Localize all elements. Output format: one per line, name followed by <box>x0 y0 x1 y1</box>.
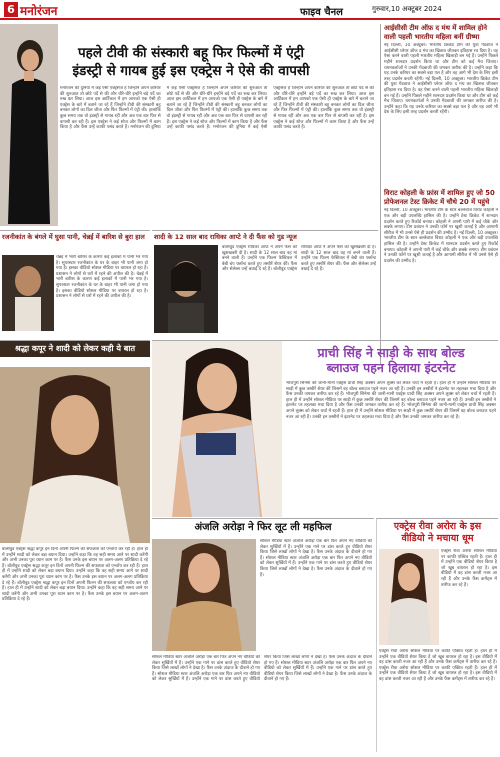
page-header <box>0 0 500 20</box>
anjali-headline: अंजलि अरोड़ा ने फिर लूट ली महफिल <box>194 522 332 533</box>
lead-headline-line1: पहले टीवी की संस्कारी बहू फिर फिल्मों में एंट्री <box>78 45 304 61</box>
rajni-photo <box>2 255 54 331</box>
person-illustration <box>2 255 54 331</box>
riva-story <box>376 518 498 752</box>
rajni-body: चेन्नई में भारी बारिश के कारण कई इलाकों में पानी भर गया है। सुपरस्टार रजनीकांत के घर के बाहर भी पानी जमा हो गया है। इसका वीडियो सोशल मीडिया पर वायरल हो रहा है। प्रशासन ने लोगों से घरों में रहने की अपील की है। चेन्नई में भारी बारिश के कारण कई इलाकों में पानी भर गया है। सुपरस्टार रजनीकांत के घर के बाहर भी पानी जमा हो गया है। इसका वीडियो सोशल मीडिया पर वायरल हो रहा है। प्रशासन ने लोगों से घरों में रहने की अपील की है। <box>56 255 148 300</box>
lead-photo <box>0 24 58 226</box>
shraddha-photo <box>0 367 150 543</box>
prachi-headline <box>286 345 496 375</box>
actress-figure <box>0 24 58 226</box>
riva-headline-line1: एक्ट्रेस रीवा अरोरा के इस <box>393 521 482 532</box>
right-story1-body: नई दिल्ली, 10 अक्टूबर। भारतीय क्रिकेट टीम की युवा गेंदबाज ने आईसीसी प्लेयर ऑफ द मंथ का खिताब जीतकर इतिहास रच दिया है। वह ऐसा करने वाली पहली भारतीय महिला खिलाड़ी बन गई हैं। उन्होंने पिछले महीने शानदार प्रदर्शन किया था और टीम को कई मैच जिताए। चयनकर्ताओं ने उनकी गेंदबाजी की जमकर तारीफ की है। उन्होंने कहा कि यह उनके करियर का सबसे बड़ा पल है और वह आगे भी देश के लिए इसी तरह प्रदर्शन करती रहेंगी। नई दिल्ली, 10 अक्टूबर। भारतीय क्रिकेट टीम की युवा गेंदबाज ने आईसीसी प्लेयर ऑफ द मंथ का खिताब जीतकर इतिहास रच दिया है। वह ऐसा करने वाली पहली भारतीय महिला खिलाड़ी बन गई हैं। उन्होंने पिछले महीने शानदार प्रदर्शन किया था और टीम को कई मैच जिताए। चयनकर्ताओं ने उनकी गेंदबाजी की जमकर तारीफ की है। उन्होंने कहा कि यह उनके करियर का सबसे बड़ा पल है और वह आगे भी देश के लिए इसी तरह प्रदर्शन करती रहेंगी। <box>384 43 498 116</box>
lead-headline <box>56 44 326 80</box>
riva-photo <box>379 549 439 645</box>
rajni-story <box>0 230 150 336</box>
lead-headline-line2: इंडस्ट्री से गायब हुई इस एक्ट्रेस ने ऐसे की वापसी <box>72 63 310 79</box>
right-story1-headline: आईसीसी टीम ऑफ़ द मंथ में शामिल होने वाली पहली भारतीय महिला बनीं ग्रीष्मा <box>384 24 488 41</box>
right-story2-body: नई दिल्ली, 10 अक्टूबर। भारतीय टीम के स्टार बल्लेबाज विराट कोहली ने एक और बड़ी उपलब्धि हासिल की है। उन्होंने टेस्ट क्रिकेट में शानदार प्रदर्शन करते हुए रिकॉर्ड बनाया। कोहली ने अपनी पारी में कई चौके और छक्के लगाए। टीम प्रबंधन ने उनकी फॉर्म पर खुशी जताई है और आगामी सीरीज में भी उनसे ऐसे ही प्रदर्शन की उम्मीद है। नई दिल्ली, 10 अक्टूबर। भारतीय टीम के स्टार बल्लेबाज विराट कोहली ने एक और बड़ी उपलब्धि हासिल की है। उन्होंने टेस्ट क्रिकेट में शानदार प्रदर्शन करते हुए रिकॉर्ड बनाया। कोहली ने अपनी पारी में कई चौके और छक्के लगाए। टीम प्रबंधन ने उनकी फॉर्म पर खुशी जताई है और आगामी सीरीज में भी उनसे ऐसे ही प्रदर्शन की उम्मीद है। <box>384 208 498 264</box>
radhika-headline: शादी के 12 साल बाद राधिका आप्टे ने दी फैंस को गुड न्यूज <box>154 233 297 241</box>
riva-headline <box>377 519 498 547</box>
prachi-headline-line1: प्राची सिंह ने साड़ी के साथ बोल्ड <box>317 345 465 360</box>
riva-headline-line2: वीडियो ने मचाया धूम <box>401 533 474 544</box>
right-story2-headline: विराट कोहली के फ्रांस में शामिल हुए जो 50 प्रोफेशनल टेस्ट क्रिकेट में चौथे 20 में पहुंचे <box>384 189 495 206</box>
person-illustration <box>379 549 439 645</box>
shraddha-headline: श्रद्धा कपूर ने शादी को लेकर कही ये बात <box>0 341 150 357</box>
shraddha-story <box>0 340 150 750</box>
radhika-photo <box>154 245 218 333</box>
person-illustration <box>0 367 150 543</box>
page-number: 6 <box>4 2 18 17</box>
person-illustration <box>152 341 282 517</box>
prachi-headline-line2: ब्लाउज पहन हिलाया इंटरनेट <box>326 360 456 375</box>
lead-body: मनोरंजन की दुनिया में कई ऐसी एक्ट्रेसेज हैं जिन्होंने अपने करियर की शुरुआत तो छोटे पर्दे से की और धीरे-धीरे इन्होंने बड़े पर्दे का रुख कर लिया। आज इस आर्टिकल में हम आपको एक ऐसी ही एक्ट्रेस के बारे में बताने जा रहे हैं जिन्होंने टीवी की संस्कारी बहू बनकर लोगों का दिल जीता और फिर फिल्मों में एंट्री की। हालांकि कुछ समय तक वो इंडस्ट्री से गायब रहीं और अब एक बार फिर से वापसी कर रही हैं। इस एक्ट्रेस ने कई शोज और फिल्मों में काम किया है और फैंस उन्हें काफी पसंद करते हैं। मनोरंजन की दुनिया में कई ऐसी एक्ट्रेसेज हैं जिन्होंने अपने करियर की शुरुआत तो छोटे पर्दे से की और धीरे-धीरे इन्होंने बड़े पर्दे का रुख कर लिया। आज इस आर्टिकल में हम आपको एक ऐसी ही एक्ट्रेस के बारे में बताने जा रहे हैं जिन्होंने टीवी की संस्कारी बहू बनकर लोगों का दिल जीता और फिर फिल्मों में एंट्री की। हालांकि कुछ समय तक वो इंडस्ट्री से गायब रहीं और अब एक बार फिर से वापसी कर रही हैं। इस एक्ट्रेस ने कई शोज और फिल्मों में काम किया है और फैंस उन्हें काफी पसंद करते हैं। मनोरंजन की दुनिया में कई ऐसी एक्ट्रेसेज हैं जिन्होंने अपने करियर की शुरुआत तो छोटे पर्दे से की और धीरे-धीरे इन्होंने बड़े पर्दे का रुख कर लिया। आज इस आर्टिकल में हम आपको एक ऐसी ही एक्ट्रेस के बारे में बताने जा रहे हैं जिन्होंने टीवी की संस्कारी बहू बनकर लोगों का दिल जीता और फिर फिल्मों में एंट्री की। हालांकि कुछ समय तक वो इंडस्ट्री से गायब रहीं और अब एक बार फिर से वापसी कर रही हैं। इस एक्ट्रेस ने कई शोज और फिल्मों में काम किया है और फैंस उन्हें काफी पसंद करते हैं। <box>60 86 374 131</box>
rajni-headline: रजनीकांत के बंगले में घुसा पानी, चेन्नई में बारिश से बुरा हाल <box>2 233 145 241</box>
anjali-story <box>152 518 374 752</box>
anjali-body-bottom: सोशल मीडिया स्टार अंजलि अरोड़ा एक बार फिर अपने नए वीडियो को लेकर सुर्खियों में हैं। उन्होंने एक गाने पर डांस करते हुए वीडियो शेयर किया जिसे लाखों लोगों ने देखा है। फैंस उनके अंदाज के दीवाने हो गए हैं। सोशल मीडिया स्टार अंजलि अरोड़ा एक बार फिर अपने नए वीडियो को लेकर सुर्खियों में हैं। उन्होंने एक गाने पर डांस करते हुए वीडियो शेयर किया जिसे लाखों लोगों ने देखा है। फैंस उनके अंदाज के दीवाने हो गए हैं। सोशल मीडिया स्टार अंजलि अरोड़ा एक बार फिर अपने नए वीडियो को लेकर सुर्खियों में हैं। उन्होंने एक गाने पर डांस करते हुए वीडियो शेयर किया जिसे लाखों लोगों ने देखा है। फैंस उनके अंदाज के दीवाने हो गए हैं। <box>152 655 372 683</box>
person-illustration <box>154 245 218 333</box>
section-title: मनोरंजन <box>20 4 58 18</box>
paper-name: फाइव चैनल <box>300 7 343 18</box>
person-illustration <box>152 539 256 651</box>
prachi-photo <box>152 341 282 517</box>
issue-date: गुरुवार,10 अक्टूबर 2024 <box>372 5 442 13</box>
right-column <box>380 24 498 364</box>
anjali-photo <box>152 539 256 651</box>
prachi-body: भोजपुरी सिनेमा की जानी-मानी एक्ट्रेस प्राची सिंह अक्सर अपने लुक्स को लेकर चर्चा में रहती हैं। हाल ही में उन्होंने सोशल मीडिया पर साड़ी में कुछ तस्वीरें शेयर कीं जिसमें वह बोल्ड ब्लाउज पहने नजर आ रही हैं। उनकी इन तस्वीरों ने इंटरनेट पर तहलका मचा दिया है और फैंस उनकी जमकर तारीफ कर रहे हैं। भोजपुरी सिनेमा की जानी-मानी एक्ट्रेस प्राची सिंह अक्सर अपने लुक्स को लेकर चर्चा में रहती हैं। हाल ही में उन्होंने सोशल मीडिया पर साड़ी में कुछ तस्वीरें शेयर कीं जिसमें वह बोल्ड ब्लाउज पहने नजर आ रही हैं। उनकी इन तस्वीरों ने इंटरनेट पर तहलका मचा दिया है और फैंस उनकी जमकर तारीफ कर रहे हैं। भोजपुरी सिनेमा की जानी-मानी एक्ट्रेस प्राची सिंह अक्सर अपने लुक्स को लेकर चर्चा में रहती हैं। हाल ही में उन्होंने सोशल मीडिया पर साड़ी में कुछ तस्वीरें शेयर कीं जिसमें वह बोल्ड ब्लाउज पहने नजर आ रही हैं। उनकी इन तस्वीरों ने इंटरनेट पर तहलका मचा दिया है और फैंस उनकी जमकर तारीफ कर रहे हैं। <box>286 381 496 420</box>
riva-body-bottom: एक्ट्रेस रीवा अरोरा सोशल मीडिया पर काफी एक्टिव रहती हैं। हाल ही में उन्होंने एक वीडियो शेयर किया है जो खूब वायरल हो रहा है। इस वीडियो में वह डांस करती नजर आ रही हैं और उनके फैंस कमेंट्स में तारीफ कर रहे हैं। एक्ट्रेस रीवा अरोरा सोशल मीडिया पर काफी एक्टिव रहती हैं। हाल ही में उन्होंने एक वीडियो शेयर किया है जो खूब वायरल हो रहा है। इस वीडियो में वह डांस करती नजर आ रही हैं और उनके फैंस कमेंट्स में तारीफ कर रहे हैं। <box>379 649 497 682</box>
shraddha-body: बॉलीवुड एक्ट्रेस श्रद्धा कपूर इन दिनों अपनी फिल्म की सफलता को एन्जॉय कर रही हैं। हाल ही में उन्होंने शादी को लेकर बड़ा बयान दिया। उन्होंने कहा कि वह सही समय आने पर शादी करेंगी और अभी उनका पूरा ध्यान काम पर है। फैंस उनके इस बयान पर अलग-अलग प्रतिक्रिया दे रहे हैं। बॉलीवुड एक्ट्रेस श्रद्धा कपूर इन दिनों अपनी फिल्म की सफलता को एन्जॉय कर रही हैं। हाल ही में उन्होंने शादी को लेकर बड़ा बयान दिया। उन्होंने कहा कि वह सही समय आने पर शादी करेंगी और अभी उनका पूरा ध्यान काम पर है। फैंस उनके इस बयान पर अलग-अलग प्रतिक्रिया दे रहे हैं। बॉलीवुड एक्ट्रेस श्रद्धा कपूर इन दिनों अपनी फिल्म की सफलता को एन्जॉय कर रही हैं। हाल ही में उन्होंने शादी को लेकर बड़ा बयान दिया। उन्होंने कहा कि वह सही समय आने पर शादी करेंगी और अभी उनका पूरा ध्यान काम पर है। फैंस उनके इस बयान पर अलग-अलग प्रतिक्रिया दे रहे हैं। <box>2 547 148 603</box>
radhika-story <box>152 230 378 336</box>
riva-body-right: एक्ट्रेस रीवा अरोरा सोशल मीडिया पर काफी एक्टिव रहती हैं। हाल ही में उन्होंने एक वीडियो शेयर किया है जो खूब वायरल हो रहा है। इस वीडियो में वह डांस करती नजर आ रही हैं और उनके फैंस कमेंट्स में तारीफ कर रहे हैं। <box>441 549 497 588</box>
radhika-body: बॉलीवुड एक्ट्रेस राधिका आप्टे ने अपने फैंस को खुशखबरी दी है। शादी के 12 साल बाद वह मां बनने वाली हैं। उन्होंने एक फिल्म फेस्टिवल में बेबी बंप फ्लॉन्ट करते हुए तस्वीरें शेयर कीं। फैंस और सेलेब्स उन्हें बधाई दे रहे हैं। बॉलीवुड एक्ट्रेस राधिका आप्टे ने अपने फैंस को खुशखबरी दी है। शादी के 12 साल बाद वह मां बनने वाली हैं। उन्होंने एक फिल्म फेस्टिवल में बेबी बंप फ्लॉन्ट करते हुए तस्वीरें शेयर कीं। फैंस और सेलेब्स उन्हें बधाई दे रहे हैं। <box>222 245 376 273</box>
prachi-story <box>152 340 498 516</box>
anjali-body-right: सोशल मीडिया स्टार अंजलि अरोड़ा एक बार फिर अपने नए वीडियो को लेकर सुर्खियों में हैं। उन्होंने एक गाने पर डांस करते हुए वीडियो शेयर किया जिसे लाखों लोगों ने देखा है। फैंस उनके अंदाज के दीवाने हो गए हैं। सोशल मीडिया स्टार अंजलि अरोड़ा एक बार फिर अपने नए वीडियो को लेकर सुर्खियों में हैं। उन्होंने एक गाने पर डांस करते हुए वीडियो शेयर किया जिसे लाखों लोगों ने देखा है। फैंस उनके अंदाज के दीवाने हो गए हैं। <box>260 539 372 578</box>
